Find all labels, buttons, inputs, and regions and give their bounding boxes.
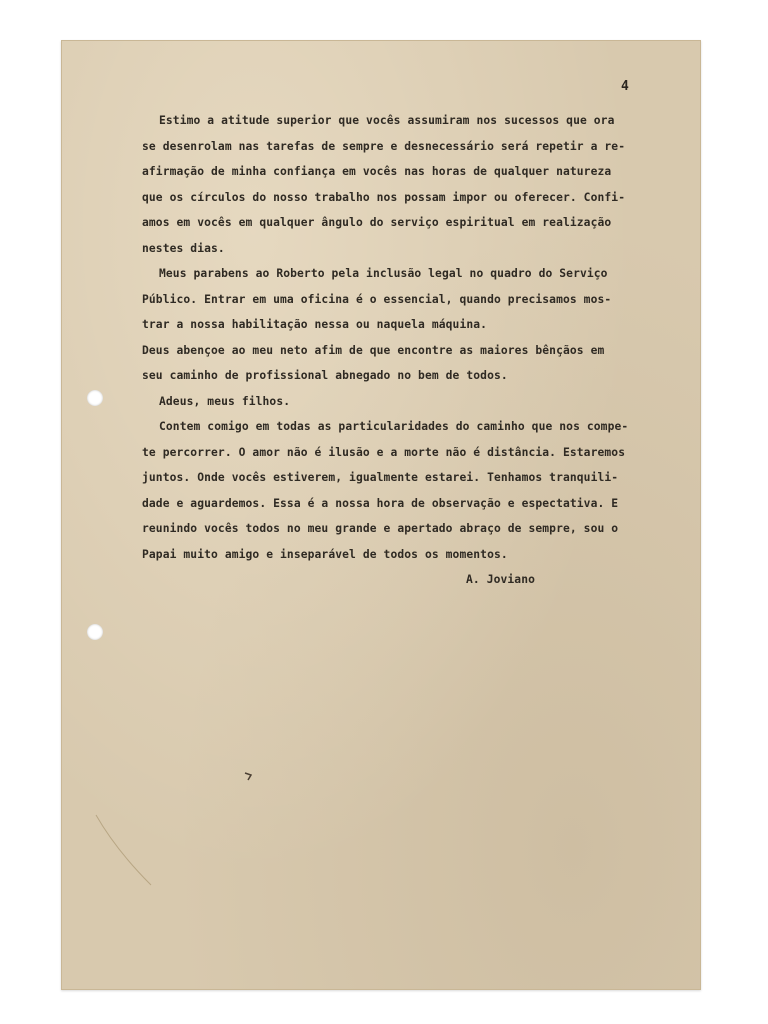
letter-line: que os círculos do nosso trabalho nos possam impor ou oferecer. Confi- [142, 190, 626, 204]
letter-line: afirmação de minha confiança em vocês nas horas de qualquer natureza [142, 165, 612, 178]
letter-line: se desenrolam nas tarefas de sempre e desnecessário será repetir a re- [142, 139, 626, 153]
letter-line: nestes dias. [142, 241, 225, 255]
paper-crease-mark [91, 810, 161, 890]
letter-line: juntos. Onde vocês estiverem, igualmente estarei. Tenhamos tranquili- [142, 471, 619, 484]
ink-speck-mark [243, 770, 255, 782]
letter-line: seu caminho de profissional abnegado no bem de todos. [142, 369, 508, 382]
punch-hole-bottom [87, 624, 103, 640]
letter-line: dade e aguardemos. Essa é a nossa hora de observação e espectativa. E [142, 496, 619, 510]
letter-line: reunindo vocês todos no meu grande e apertado abraço de sempre, sou o [142, 522, 619, 535]
letter-line: Público. Entrar em uma oficina é o essencial, quando precisamos mos- [142, 292, 612, 306]
typewritten-letter-page [61, 40, 701, 990]
letter-line: Papai muito amigo e inseparável de todos os momentos. [142, 547, 508, 561]
letter-line: Deus abençoe ao meu neto afim de que encontre as maiores bênçãos em [142, 343, 605, 357]
letter-line: Meus parabens ao Roberto pela inclusão legal no quadro do Serviço [159, 267, 608, 280]
letter-line: amos em vocês em qualquer ângulo do serviço espiritual em realização [142, 216, 612, 229]
letter-line: Adeus, meus filhos. [159, 394, 291, 408]
punch-hole-top [87, 390, 103, 406]
letter-line: Contem comigo em todas as particularidades do caminho que nos compe- [159, 420, 629, 433]
letter-line: trar a nossa habilitação nessa ou naquela máquina. [142, 318, 488, 331]
letter-line: Estimo a atitude superior que vocês assumiram nos sucessos que ora [159, 114, 615, 127]
page-number: 4 [621, 79, 629, 94]
letter-line: te percorrer. O amor não é ilusão e a morte não é distância. Estaremos [142, 445, 626, 459]
signature: A. Joviano [466, 573, 536, 586]
